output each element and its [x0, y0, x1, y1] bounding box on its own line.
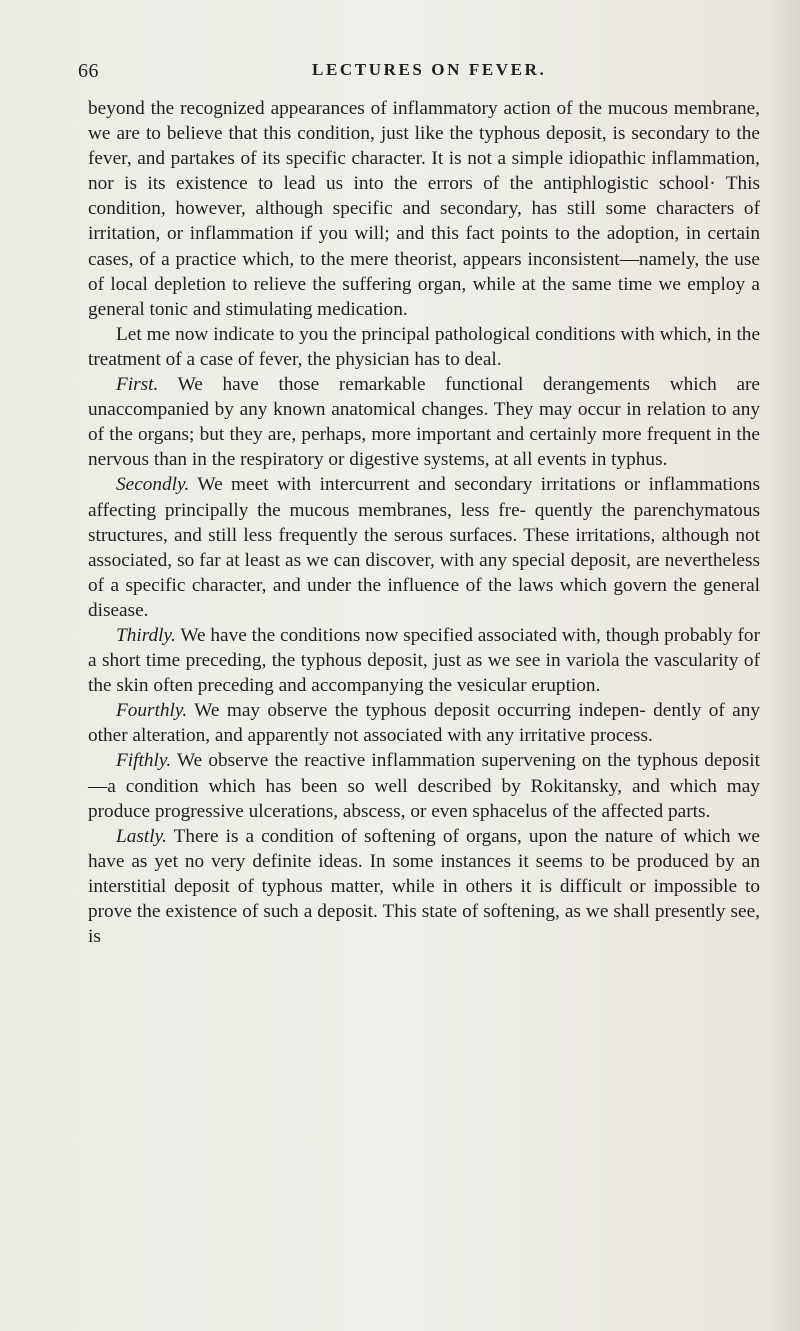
- paragraph-text: We observe the reactive inflammation supervening on the typhous deposit—a condition which has been so well described by Rokitansky, and which may produce progressive ulcerations, abscess, or even sphacelus of the affected parts.: [88, 750, 760, 822]
- paragraph: [88, 623, 760, 698]
- paragraph: [88, 698, 760, 748]
- page-header: [0, 60, 800, 90]
- paragraph-text: We have those remarkable functional derangements which are unaccompanied by any known anatomical changes. They may occur in relation to any of the organs; but they are, perhaps, more important and certainly more frequent in the nervous than in the respiratory or digestive systems, at all events in typhus.: [88, 374, 760, 471]
- page-number: 66: [78, 60, 99, 82]
- running-head: LECTURES ON FEVER.: [312, 60, 547, 79]
- paragraph: [88, 322, 760, 372]
- paragraph-lead: Fifthly.: [116, 750, 172, 772]
- paragraph-lead: Secondly.: [116, 474, 190, 496]
- paragraph: [88, 372, 760, 472]
- paragraph-text: There is a condition of softening of organs, upon the nature of which we have as yet no very definite ideas. In some instances it seems to be produced by an interstitial deposit of typhous matter, while in others it is difficult or impossible to prove the existence of such a deposit. This state of softening, as we shall presently see, is: [88, 825, 760, 948]
- body-text: [88, 96, 760, 949]
- paragraph-lead: Fourthly.: [116, 700, 188, 722]
- paragraph-lead: Lastly.: [116, 825, 167, 847]
- paragraph-text: We have the conditions now specified associated with, though probably for a short time preceding, the typhous deposit, just as we see in variola the vascularity of the skin often preceding and accompanying the vesicular eruption.: [88, 624, 760, 697]
- paragraph: [88, 824, 760, 949]
- paragraph-lead: First.: [116, 374, 159, 396]
- paragraph-text: We may observe the typhous deposit occurring indepen- dently of any other alteration, and apparently not associated with any irritative process.: [88, 700, 760, 747]
- paragraph-lead: Thirdly.: [116, 624, 176, 646]
- paragraph-text: beyond the recognized appearances of inflammatory action of the mucous membrane, we are to believe that this condition, just like the typhous deposit, is secondary to the fever, and partakes of its specific character. It is not a simple idiopathic inflammation, nor is its existence to lead us into the errors of the antiphlogistic school· This condition, however, although specific and secondary, has still some characters of irritation, or inflammation if you will; and this fact points to the adoption, in certain cases, of a practice which, to the mere theorist, appears inconsistent—namely, the use of local depletion to relieve the suffering organ, while at the same time we employ a general tonic and stimulating medication.: [88, 98, 760, 320]
- paragraph-text: We meet with intercurrent and secondary irritations or inflammations affecting principally the mucous membranes, less fre- quently the parenchymatous structures, and still less frequently the serous surfaces. These irritations, although not associated, so far at least as we can discover, with any special deposit, are nevertheless of a specific character, and under the influence of the laws which govern the general disease.: [88, 474, 760, 621]
- paragraph: [88, 472, 760, 623]
- paragraph-text: Let me now indicate to you the principal pathological conditions with which, in the treatment of a case of fever, the physician has to deal.: [88, 323, 760, 370]
- paragraph: [88, 96, 760, 322]
- paragraph: [88, 748, 760, 823]
